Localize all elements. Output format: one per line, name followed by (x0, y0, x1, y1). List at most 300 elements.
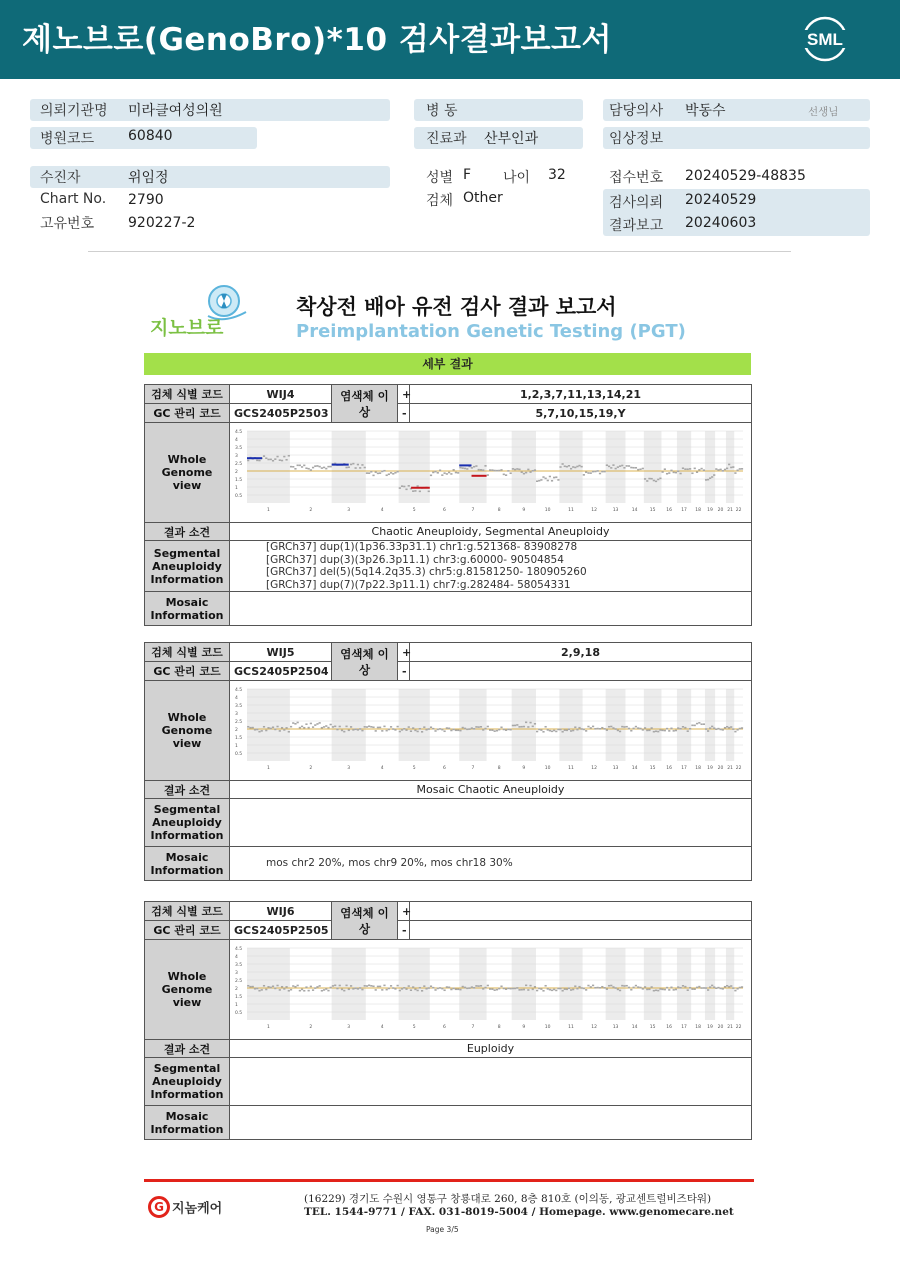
data-point (664, 730, 666, 732)
data-point (405, 988, 407, 990)
data-point (626, 726, 628, 728)
x-tick-label: 21 (727, 1025, 733, 1030)
data-point (453, 729, 455, 731)
mosaic-info (230, 1106, 752, 1140)
data-point (471, 986, 473, 988)
data-point (734, 990, 736, 992)
data-point (496, 989, 498, 991)
data-point (330, 987, 332, 989)
y-tick-label: 4.5 (235, 688, 243, 693)
data-point (590, 727, 592, 729)
x-tick-label: 7 (471, 766, 475, 771)
receipt-value: 20240529-48835 (685, 168, 806, 184)
data-point (606, 464, 608, 466)
data-point (594, 987, 596, 989)
data-point (386, 989, 388, 991)
data-point (540, 988, 542, 990)
data-point (364, 726, 366, 728)
data-point (301, 726, 303, 728)
y-tick-label: 4 (235, 438, 238, 443)
data-point (381, 471, 383, 473)
data-point (377, 986, 379, 988)
data-point (453, 988, 455, 990)
data-point (390, 985, 392, 987)
data-point (642, 468, 644, 470)
data-point (405, 729, 407, 731)
data-point (724, 469, 726, 471)
footer-address (304, 1193, 734, 1219)
gc-code: GCS2405P2503 (230, 404, 332, 423)
data-point (633, 467, 635, 469)
data-point (559, 466, 561, 468)
data-point (471, 467, 473, 469)
data-point (267, 727, 269, 729)
data-point (397, 726, 399, 728)
data-point (646, 480, 648, 482)
data-point (441, 988, 443, 990)
mosaic-label: Mosaic Information (145, 1106, 230, 1140)
y-tick-label: 3 (235, 712, 238, 717)
data-point (599, 987, 601, 989)
data-point (562, 990, 564, 992)
request-value: 20240529 (685, 192, 757, 208)
data-point (707, 989, 709, 991)
data-point (327, 990, 329, 992)
x-tick-label: 8 (497, 766, 501, 771)
data-point (290, 989, 292, 991)
data-point (542, 990, 544, 992)
data-point (279, 730, 281, 732)
data-point (503, 988, 505, 990)
chrom-band (726, 689, 734, 761)
data-point (443, 730, 445, 732)
data-point (283, 988, 285, 990)
data-point (503, 729, 505, 731)
data-point (527, 989, 529, 991)
data-point (739, 728, 741, 730)
data-point (334, 726, 336, 728)
data-point (599, 728, 601, 730)
data-point (512, 725, 514, 727)
data-point (425, 988, 427, 990)
data-point (394, 988, 396, 990)
specimen-code: WIJ6 (230, 902, 332, 921)
x-tick-label: 12 (591, 508, 597, 513)
data-point (538, 480, 540, 482)
seg-line: [GRCh37] dup(1)(1p36.33p31.1) chr1:g.521368- 83908278 (266, 541, 578, 553)
finding-value: Mosaic Chaotic Aneuploidy (230, 781, 752, 799)
data-point (345, 726, 347, 728)
data-point (635, 467, 637, 469)
x-tick-label: 10 (544, 508, 551, 513)
data-point (715, 987, 717, 989)
data-point (439, 987, 441, 989)
data-point (252, 727, 254, 729)
data-point (734, 472, 736, 474)
data-point (388, 988, 390, 990)
data-point (574, 985, 576, 987)
data-point (617, 989, 619, 991)
data-point (375, 730, 377, 732)
x-tick-label: 15 (649, 508, 656, 513)
data-point (421, 990, 423, 992)
data-point (361, 730, 363, 732)
data-point (394, 729, 396, 731)
data-point (633, 987, 635, 989)
data-point (368, 985, 370, 987)
data-point (325, 988, 327, 990)
x-tick-label: 5 (412, 766, 416, 771)
data-point (392, 728, 394, 730)
x-tick-label: 10 (544, 1025, 551, 1030)
data-point (644, 478, 646, 480)
mosaic-info (230, 592, 752, 626)
data-point (466, 988, 468, 990)
data-point (694, 725, 696, 727)
chrom-band (559, 948, 582, 1020)
data-point (657, 479, 659, 481)
data-point (507, 470, 509, 472)
data-point (653, 480, 655, 482)
data-point (265, 989, 267, 991)
data-point (707, 479, 709, 481)
chrom-abn-label: 염색체 이상 (332, 385, 398, 423)
data-point (521, 471, 523, 473)
data-point (462, 467, 464, 469)
data-point (512, 468, 514, 470)
data-point (321, 727, 323, 729)
data-point (258, 731, 260, 733)
data-point (423, 726, 425, 728)
data-point (553, 477, 555, 479)
data-point (310, 469, 312, 471)
data-point (366, 985, 368, 987)
data-point (608, 466, 610, 468)
data-point (279, 459, 281, 461)
data-point (478, 469, 480, 471)
data-point (258, 460, 260, 462)
data-point (432, 728, 434, 730)
doctor-label: 담당의사 (609, 103, 664, 119)
x-tick-label: 17 (681, 766, 687, 771)
data-point (570, 989, 572, 991)
data-point (741, 727, 743, 729)
seg-info (230, 1058, 752, 1106)
data-point (417, 485, 419, 487)
page-number: Page 3/5 (426, 1225, 459, 1234)
data-point (615, 987, 617, 989)
data-point (361, 464, 363, 466)
genome-chart (233, 425, 747, 517)
data-point (381, 730, 383, 732)
report-title: 착상전 배아 유전 검사 결과 보고서 (296, 295, 617, 319)
data-point (604, 728, 606, 730)
data-point (459, 467, 461, 469)
data-point (348, 729, 350, 731)
data-point (381, 989, 383, 991)
data-point (368, 726, 370, 728)
x-tick-label: 1 (266, 508, 270, 513)
chrom-band (399, 948, 430, 1020)
data-point (574, 467, 576, 469)
data-point (538, 729, 540, 731)
data-point (321, 467, 323, 469)
data-point (288, 990, 290, 992)
data-point (443, 989, 445, 991)
data-point (503, 474, 505, 476)
data-point (694, 468, 696, 470)
data-point (689, 468, 691, 470)
x-tick-label: 9 (522, 508, 526, 513)
data-point (630, 989, 632, 991)
gc-code: GCS2405P2504 (230, 662, 332, 681)
data-point (679, 987, 681, 989)
data-point (599, 473, 601, 475)
data-point (325, 468, 327, 470)
data-point (621, 726, 623, 728)
loss-chromosomes: 5,7,10,15,19,Y (410, 404, 752, 423)
data-point (475, 726, 477, 728)
data-point (628, 987, 630, 989)
seg-line: [GRCh37] del(5)(5q14.2q35.3) chr5:g.81581250- 180905260 (266, 566, 587, 578)
data-point (545, 478, 547, 480)
data-point (299, 727, 301, 729)
data-point (547, 480, 549, 482)
data-point (734, 731, 736, 733)
mosaic-label: Mosaic Information (145, 847, 230, 881)
data-point (601, 727, 603, 729)
institution-value: 미라클여성의원 (128, 103, 223, 119)
data-point (428, 491, 430, 493)
data-point (536, 990, 538, 992)
data-point (392, 987, 394, 989)
chrom-band (559, 431, 582, 503)
data-point (653, 990, 655, 992)
data-point (583, 729, 585, 731)
data-point (739, 468, 741, 470)
data-point (739, 987, 741, 989)
data-point (450, 473, 452, 475)
ward-label: 병 동 (426, 103, 458, 119)
data-point (606, 729, 608, 731)
data-point (507, 729, 509, 731)
genome-chart (233, 942, 747, 1034)
data-point (659, 988, 661, 990)
data-point (705, 987, 707, 989)
data-point (540, 479, 542, 481)
data-point (527, 469, 529, 471)
data-point (675, 730, 677, 732)
data-point (301, 466, 303, 468)
data-point (491, 469, 493, 471)
data-point (455, 729, 457, 731)
minus-sign: - (398, 662, 410, 681)
x-tick-label: 1 (266, 766, 270, 771)
data-point (254, 729, 256, 731)
data-point (430, 475, 432, 477)
data-point (263, 726, 265, 728)
data-point (343, 731, 345, 733)
genobro-logo (150, 284, 260, 340)
data-point (728, 986, 730, 988)
data-point (668, 730, 670, 732)
data-point (256, 988, 258, 990)
chrom-band (644, 431, 662, 503)
chrom-band (677, 948, 691, 1020)
data-point (666, 987, 668, 989)
x-tick-label: 7 (471, 1025, 475, 1030)
data-point (500, 469, 502, 471)
data-point (689, 987, 691, 989)
data-point (696, 471, 698, 473)
data-point (619, 731, 621, 733)
plus-sign: + (398, 902, 410, 921)
data-point (403, 728, 405, 730)
data-point (623, 467, 625, 469)
data-point (687, 989, 689, 991)
report-value: 20240603 (685, 215, 757, 231)
data-point (566, 730, 568, 732)
data-point (261, 730, 263, 732)
divider (88, 251, 791, 252)
chrom-band (705, 689, 715, 761)
data-point (703, 469, 705, 471)
data-point (568, 728, 570, 730)
finding-value: Chaotic Aneuploidy, Segmental Aneuploidy (230, 523, 752, 541)
data-point (368, 472, 370, 474)
x-tick-label: 2 (309, 766, 313, 771)
data-point (505, 988, 507, 990)
data-point (549, 989, 551, 991)
data-point (648, 989, 650, 991)
wgv-label: Whole Genome view (145, 681, 230, 781)
data-point (297, 722, 299, 724)
data-point (494, 989, 496, 991)
data-point (330, 466, 332, 468)
y-tick-label: 1 (235, 486, 238, 491)
data-point (308, 990, 310, 992)
contact: TEL. 1544-9771 / FAX. 031-8019-5004 / Homepage. www.genomecare.net (304, 1206, 734, 1218)
data-point (572, 989, 574, 991)
data-point (534, 986, 536, 988)
data-point (670, 470, 672, 472)
data-point (741, 986, 743, 988)
data-point (732, 728, 734, 730)
chrom-band (559, 689, 582, 761)
data-point (557, 988, 559, 990)
data-point (357, 464, 359, 466)
data-point (639, 468, 641, 470)
genome-chart (233, 683, 747, 775)
data-point (361, 989, 363, 991)
seg-label: Segmental Aneuploidy Information (145, 1058, 230, 1106)
data-point (536, 731, 538, 733)
data-point (628, 465, 630, 467)
data-point (553, 730, 555, 732)
data-point (464, 987, 466, 989)
data-point (651, 478, 653, 480)
data-point (390, 726, 392, 728)
data-point (737, 729, 739, 731)
data-point (572, 466, 574, 468)
data-point (619, 465, 621, 467)
data-point (668, 989, 670, 991)
data-point (383, 985, 385, 987)
data-point (457, 729, 459, 731)
sex-value: F (463, 167, 472, 183)
data-point (294, 723, 296, 725)
x-tick-label: 20 (717, 508, 724, 513)
data-point (696, 987, 698, 989)
data-point (263, 455, 265, 457)
data-point (675, 989, 677, 991)
data-point (350, 464, 352, 466)
data-point (612, 986, 614, 988)
data-point (621, 985, 623, 987)
y-tick-label: 3 (235, 971, 238, 976)
data-point (615, 468, 617, 470)
seg-line: [GRCh37] dup(3)(3p26.3p11.1) chr3:g.60000- 90504854 (266, 553, 564, 566)
mosaic-info: mos chr2 20%, mos chr9 20%, mos chr18 30% (230, 847, 752, 881)
data-point (630, 467, 632, 469)
data-point (717, 469, 719, 471)
data-point (604, 987, 606, 989)
data-point (323, 726, 325, 728)
y-tick-label: 1.5 (235, 478, 243, 483)
specimen-code-label: 검체 식별 코드 (145, 902, 230, 921)
data-point (290, 726, 292, 728)
data-point (684, 727, 686, 729)
plus-sign: + (398, 385, 410, 404)
data-point (249, 986, 251, 988)
data-point (703, 987, 705, 989)
data-point (610, 726, 612, 728)
data-point (617, 466, 619, 468)
data-point (547, 729, 549, 731)
data-point (722, 470, 724, 472)
x-tick-label: 6 (443, 766, 446, 771)
data-point (722, 729, 724, 731)
x-tick-label: 4 (380, 508, 384, 513)
data-point (403, 987, 405, 989)
data-point (297, 985, 299, 987)
data-point (726, 468, 728, 470)
data-point (670, 728, 672, 730)
data-point (635, 985, 637, 987)
data-point (421, 731, 423, 733)
data-point (355, 728, 357, 730)
data-point (247, 726, 249, 728)
y-tick-label: 1 (235, 1003, 238, 1008)
x-tick-label: 21 (727, 508, 733, 513)
data-point (549, 476, 551, 478)
svg-text:SML: SML (807, 30, 843, 49)
chrom-band (247, 431, 290, 503)
loss-chromosomes (410, 921, 752, 940)
x-tick-label: 8 (497, 508, 501, 513)
chrom-band (705, 431, 715, 503)
data-point (428, 987, 430, 989)
sample-table-1 (144, 384, 752, 626)
data-point (292, 985, 294, 987)
data-point (408, 726, 410, 728)
data-point (357, 729, 359, 731)
x-tick-label: 1 (266, 1025, 270, 1030)
data-point (657, 731, 659, 733)
gc-code-label: GC 관리 코드 (145, 921, 230, 940)
data-point (487, 985, 489, 987)
data-point (462, 727, 464, 729)
